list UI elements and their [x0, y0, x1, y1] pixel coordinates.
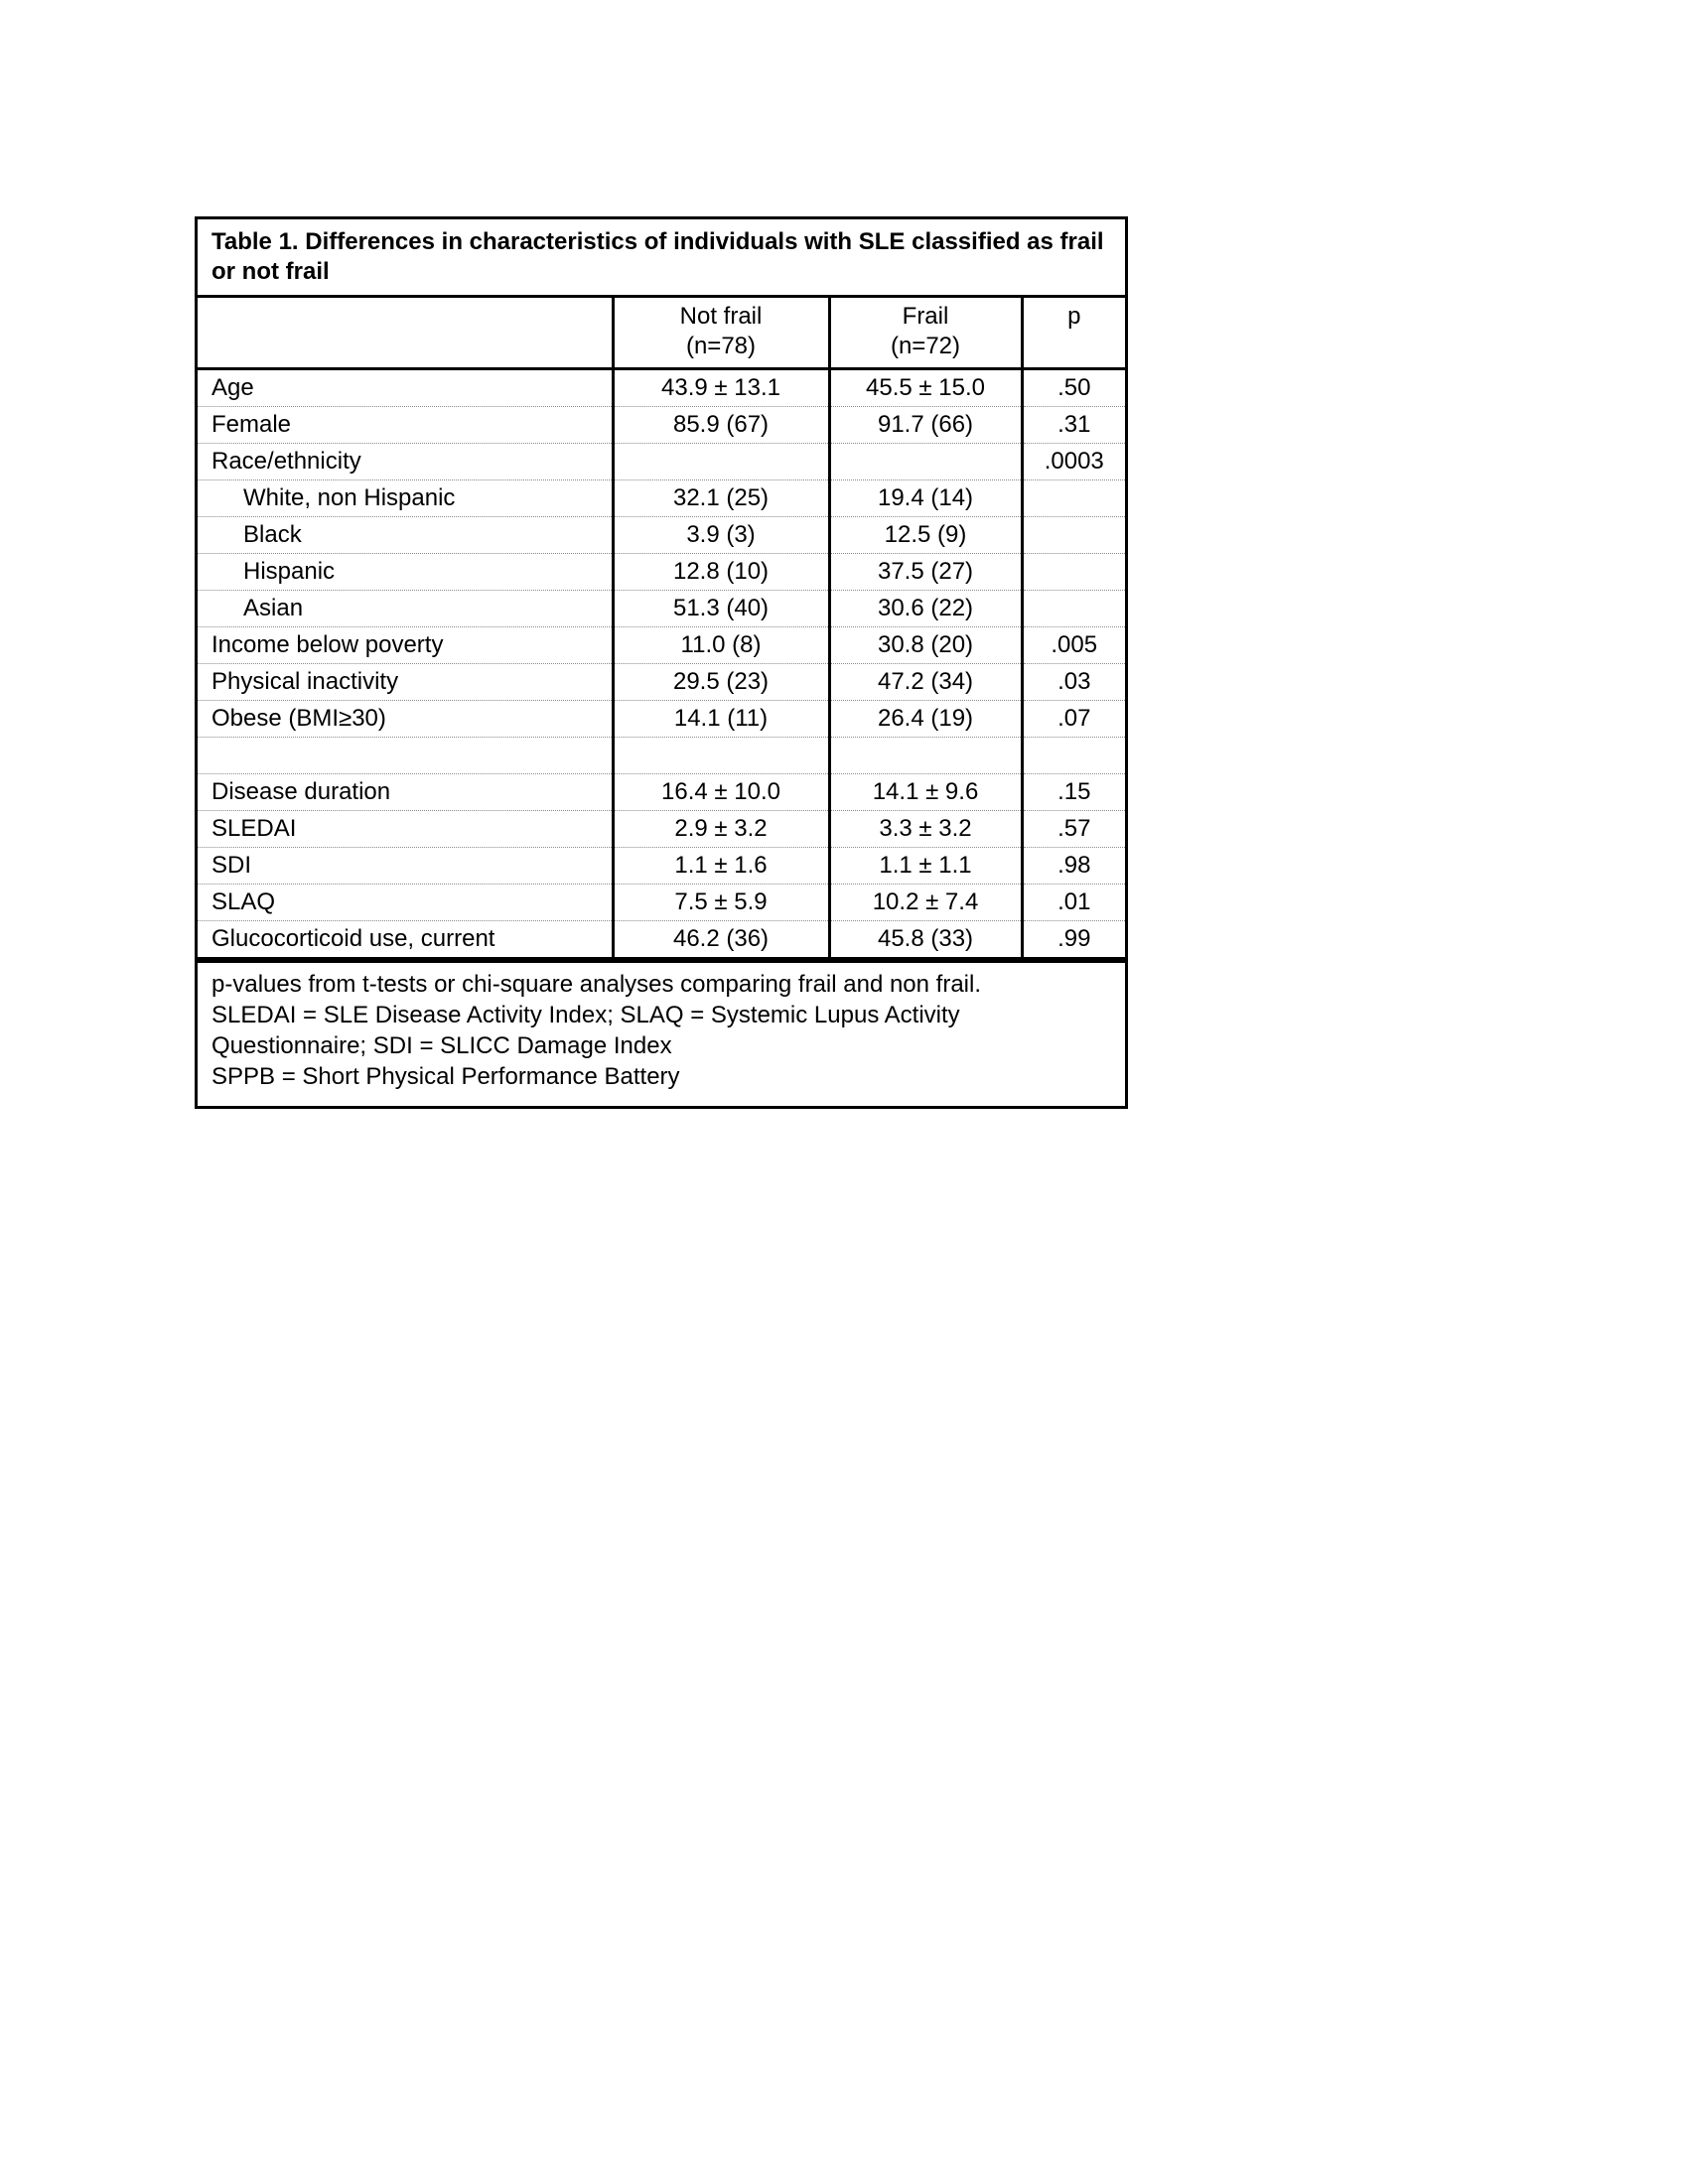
table-row	[198, 591, 1125, 627]
header-line-2	[202, 332, 608, 361]
column-header-frail	[829, 297, 1022, 369]
table-spacer-row	[198, 738, 1125, 774]
value-p	[1022, 517, 1125, 554]
spacer-cell	[198, 738, 613, 774]
value-p: .50	[1022, 369, 1125, 407]
header-line-2	[1028, 332, 1122, 361]
footnote-line: p-values from t-tests or chi-square analyses comparing frail and non frail.	[211, 971, 982, 998]
table-row	[198, 701, 1125, 738]
value-frail: 30.8 (20)	[829, 627, 1022, 664]
row-label: Female	[198, 407, 613, 444]
table-header-row	[198, 297, 1125, 369]
value-frail: 45.5 ± 15.0	[829, 369, 1022, 407]
table-row	[198, 480, 1125, 517]
value-frail: 30.6 (22)	[829, 591, 1022, 627]
value-frail	[829, 444, 1022, 480]
column-header-not-frail	[613, 297, 829, 369]
value-p: .01	[1022, 885, 1125, 921]
table-row	[198, 517, 1125, 554]
row-label: Asian	[198, 591, 613, 627]
table-row	[198, 811, 1125, 848]
row-label: Race/ethnicity	[198, 444, 613, 480]
value-p: .15	[1022, 774, 1125, 811]
value-frail: 47.2 (34)	[829, 664, 1022, 701]
table-row	[198, 627, 1125, 664]
value-frail: 45.8 (33)	[829, 921, 1022, 959]
row-label: Disease duration	[198, 774, 613, 811]
value-frail: 12.5 (9)	[829, 517, 1022, 554]
value-not-frail: 2.9 ± 3.2	[613, 811, 829, 848]
table-body	[198, 219, 1125, 959]
row-label: SLEDAI	[198, 811, 613, 848]
value-frail: 19.4 (14)	[829, 480, 1022, 517]
value-p: .005	[1022, 627, 1125, 664]
value-not-frail: 43.9 ± 13.1	[613, 369, 829, 407]
spacer-cell	[829, 738, 1022, 774]
row-label: Income below poverty	[198, 627, 613, 664]
row-label: Physical inactivity	[198, 664, 613, 701]
row-label: Glucocorticoid use, current	[198, 921, 613, 959]
table-row	[198, 664, 1125, 701]
row-label: Age	[198, 369, 613, 407]
value-not-frail: 14.1 (11)	[613, 701, 829, 738]
header-line-2: (n=78)	[685, 333, 757, 359]
table-row	[198, 774, 1125, 811]
footnote-line: SLEDAI = SLE Disease Activity Index; SLAQ = Systemic Lupus Activity Questionnaire; SDI = SLICC Damage Index	[211, 1002, 960, 1059]
spacer-cell	[1022, 738, 1125, 774]
value-frail: 91.7 (66)	[829, 407, 1022, 444]
table-row	[198, 848, 1125, 885]
value-p: .03	[1022, 664, 1125, 701]
row-label: White, non Hispanic	[198, 480, 613, 517]
table-title: Table 1. Differences in characteristics of individuals with SLE classified as frail or not frail	[198, 219, 1125, 297]
header-line-1: p	[1067, 303, 1081, 330]
table-row	[198, 554, 1125, 591]
value-not-frail: 12.8 (10)	[613, 554, 829, 591]
value-p	[1022, 480, 1125, 517]
characteristics-table	[198, 219, 1125, 960]
value-frail: 14.1 ± 9.6	[829, 774, 1022, 811]
value-not-frail: 16.4 ± 10.0	[613, 774, 829, 811]
row-label: SLAQ	[198, 885, 613, 921]
value-not-frail: 51.3 (40)	[613, 591, 829, 627]
header-line-1: Not frail	[679, 303, 763, 330]
value-frail: 3.3 ± 3.2	[829, 811, 1022, 848]
table-row	[198, 921, 1125, 959]
footnote-line: SPPB = Short Physical Performance Battery	[211, 1063, 680, 1090]
value-p: .99	[1022, 921, 1125, 959]
header-line-1	[202, 302, 608, 332]
value-frail: 1.1 ± 1.1	[829, 848, 1022, 885]
value-p: .57	[1022, 811, 1125, 848]
header-line-2: (n=72)	[890, 333, 961, 359]
table-footnotes	[198, 960, 1125, 1106]
value-not-frail: 85.9 (67)	[613, 407, 829, 444]
row-label: SDI	[198, 848, 613, 885]
table-row	[198, 444, 1125, 480]
table-row	[198, 407, 1125, 444]
table-1-container	[195, 216, 1128, 1109]
value-p: .98	[1022, 848, 1125, 885]
value-p: .31	[1022, 407, 1125, 444]
row-label: Black	[198, 517, 613, 554]
value-p	[1022, 591, 1125, 627]
value-p: .07	[1022, 701, 1125, 738]
value-not-frail: 3.9 (3)	[613, 517, 829, 554]
value-not-frail: 1.1 ± 1.6	[613, 848, 829, 885]
table-row	[198, 369, 1125, 407]
value-frail: 26.4 (19)	[829, 701, 1022, 738]
value-not-frail: 46.2 (36)	[613, 921, 829, 959]
value-not-frail: 32.1 (25)	[613, 480, 829, 517]
column-header-blank	[198, 297, 613, 369]
header-line-1: Frail	[902, 303, 949, 330]
value-p: .0003	[1022, 444, 1125, 480]
value-frail: 10.2 ± 7.4	[829, 885, 1022, 921]
value-not-frail: 7.5 ± 5.9	[613, 885, 829, 921]
value-frail: 37.5 (27)	[829, 554, 1022, 591]
table-row	[198, 885, 1125, 921]
row-label: Hispanic	[198, 554, 613, 591]
value-not-frail: 11.0 (8)	[613, 627, 829, 664]
spacer-cell	[613, 738, 829, 774]
value-p	[1022, 554, 1125, 591]
column-header-p	[1022, 297, 1125, 369]
row-label: Obese (BMI≥30)	[198, 701, 613, 738]
table-title-row	[198, 219, 1125, 297]
value-not-frail	[613, 444, 829, 480]
value-not-frail: 29.5 (23)	[613, 664, 829, 701]
